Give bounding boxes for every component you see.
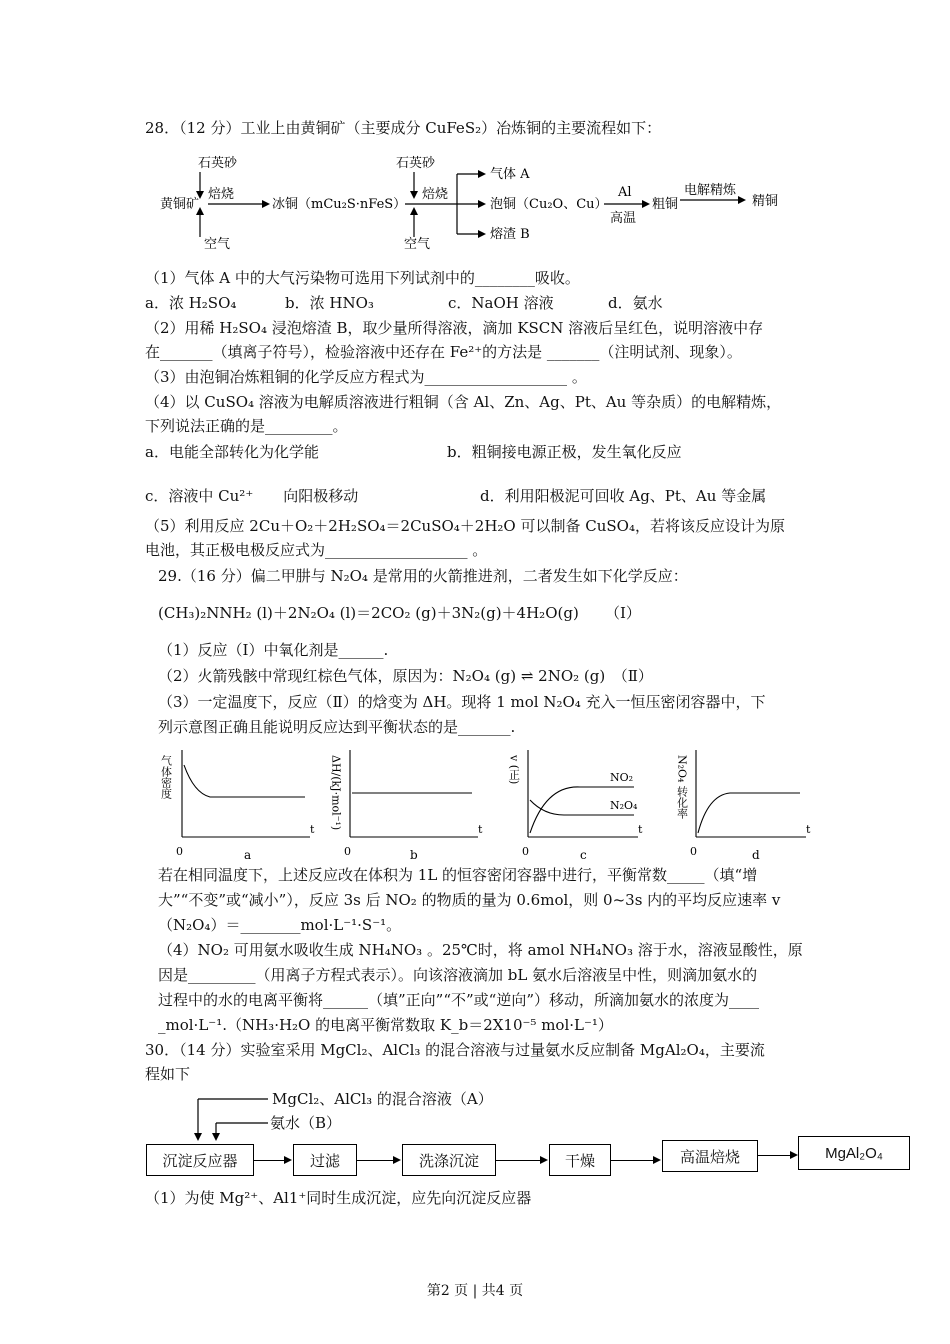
- flow-crude: 粗铜: [652, 197, 679, 212]
- graph-b-caption: b: [410, 848, 418, 862]
- flow-bot1: 空气: [204, 237, 231, 252]
- flow-top2: 石英砂: [396, 156, 436, 171]
- flow-slagB: 熔渣 B: [490, 227, 530, 242]
- q28-opt-d: d．氨水: [608, 294, 663, 312]
- q29-title: 29.（16 分）偏二甲肼与 N₂O₄ 是常用的火箭推进剂，二者发生如下化学反应：: [158, 567, 688, 585]
- q29-l1: （1）反应（Ⅰ）中氧化剂是______.: [158, 641, 389, 659]
- graph-c-no2-label: NO₂: [610, 771, 634, 784]
- q29-l6: 大”“不变”或“减小”），反应 3s 后 NO₂ 的物质的量为 0.6mol，则 0~3s 内的平均反应速率 v: [158, 891, 781, 909]
- q29-l11: _mol·L⁻¹.（NH₃·H₂O 的电离平衡常数取 K_b＝2X10⁻⁵ mol·L⁻¹）: [158, 1016, 613, 1034]
- q29-l9: 因是_________（用离子方程式表示）。向该溶液滴加 bL 氨水后溶液呈中性，则滴加氨水的: [158, 966, 758, 984]
- graph-a-ylabel: 气体密度: [160, 755, 173, 799]
- flow-step-reactor: 沉淀反应器: [146, 1144, 254, 1176]
- q30-l1: 30．（14 分）实验室采用 MgCl₂、AlCl₃ 的混合溶液与过量氨水反应制备 MgAl₂O₄，主要流: [145, 1041, 765, 1059]
- q30-input-a: MgCl₂、AlCl₃ 的混合溶液（A）: [272, 1090, 493, 1108]
- q28-l6: 下列说法正确的是_________。: [145, 417, 348, 435]
- graph-a-caption: a: [244, 848, 252, 862]
- q29-graphs: [160, 745, 840, 865]
- graph-c-ylabel: v (正): [507, 755, 521, 785]
- flow-elec: 电解精炼: [684, 183, 737, 198]
- q29-l4: 列示意图正确且能说明反应达到平衡状态的是_______.: [158, 718, 516, 736]
- graph-b-ylabel: ΔH/(kJ·mol⁻¹): [329, 755, 343, 831]
- flow-n2: 冰铜（mCu₂S·nFeS）: [272, 197, 407, 212]
- q28-l1: （1）气体 A 中的大气污染物可选用下列试剂中的________吸收。: [145, 269, 580, 287]
- flow-n1: 黄铜矿: [160, 197, 200, 212]
- q29-l10: 过程中的水的电离平衡将______（填”正向”“不”或“逆向”）移动，所滴加氨水的浓度为____: [158, 991, 760, 1009]
- q28-l10: 电池，其正极电极反应式为___________________ 。: [145, 541, 488, 559]
- q28-opt-c: c．NaOH 溶液: [448, 294, 554, 312]
- flow-arrow-3: [496, 1160, 546, 1161]
- graph-b-zero: 0: [344, 845, 351, 858]
- flow-step-dry: 干燥: [549, 1144, 611, 1176]
- graph-b-t: t: [478, 823, 483, 836]
- flow-step-wash: 洗涤沉淀: [402, 1144, 496, 1176]
- q30-l2: 程如下: [145, 1065, 191, 1083]
- graph-d-ylabel: N₂O₄ 转化率: [675, 755, 689, 819]
- q28-l2: （2）用稀 H₂SO₄ 浸泡熔渣 B，取少量所得溶液，滴加 KSCN 溶液后呈红色，说明溶液中存: [145, 319, 764, 337]
- q29-l3: （3）一定温度下，反应（Ⅱ）的焓变为 ΔH。现将 1 mol N₂O₄ 充入一恒压密闭容器中，下: [158, 693, 766, 711]
- q28-l3: 在_______（填离子符号），检验溶液中还存在 Fe²⁺的方法是 _______（注明试剂、现象）。: [145, 343, 742, 361]
- flow-top1: 石英砂: [198, 156, 238, 171]
- q28-l8b: d．利用阳极泥可回收 Ag、Pt、Au 等金属: [480, 487, 767, 505]
- q29-l2: （2）火箭残骸中常现红棕色气体，原因为：N₂O₄ (g) ⇌ 2NO₂ (g) （Ⅱ）: [158, 667, 653, 685]
- graph-c-caption: c: [580, 848, 587, 862]
- q29-l5: 若在相同温度下，上述反应改在体积为 1L 的恒容密闭容器中进行，平衡常数_____（填“增: [158, 866, 758, 884]
- flow-arrow-1: [254, 1160, 290, 1161]
- q28-l7a: a．电能全部转化为化学能: [145, 443, 319, 461]
- flow-op2: 焙烧: [422, 187, 449, 202]
- q28-title: 28．（12 分）工业上由黄铜矿（主要成分 CuFeS₂）冶炼铜的主要流程如下：: [145, 119, 662, 137]
- graph-d-curve: [698, 793, 800, 833]
- graph-a-zero: 0: [176, 845, 183, 858]
- flow-al: Al: [618, 185, 632, 200]
- q29-eq-tag: （Ⅰ）: [605, 604, 641, 622]
- graph-d-t: t: [806, 823, 811, 836]
- graph-a-t: t: [310, 823, 315, 836]
- flow-step-calcine: 高温焙烧: [662, 1140, 758, 1172]
- graph-c-zero: 0: [522, 845, 529, 858]
- q28-l5: （4）以 CuSO₄ 溶液为电解质溶液进行粗铜（含 Al、Zn、Ag、Pt、Au 等杂质）的电解精炼，: [145, 393, 782, 411]
- flow-blister: 泡铜（Cu₂O、Cu）: [490, 197, 608, 212]
- q29-equation: (CH₃)₂NNH₂ (l)＋2N₂O₄ (l)＝2CO₂ (g)＋3N₂(g)＋4H₂O(g): [158, 604, 579, 622]
- flow-hiT: 高温: [610, 211, 637, 226]
- flow-step-filter: 过滤: [293, 1144, 357, 1176]
- flow-op1: 焙烧: [208, 187, 235, 202]
- flow-arrow-2: [357, 1160, 399, 1161]
- flow-fine: 精铜: [752, 194, 779, 209]
- q30-l3: （1）为使 Mg²⁺、Al1⁺同时生成沉淀，应先向沉淀反应器: [145, 1189, 532, 1207]
- graph-a-curve: [184, 765, 305, 797]
- q28-l8a: c．溶液中 Cu²⁺ 向阳极移动: [145, 487, 359, 505]
- q30-input-b: 氨水（B）: [270, 1114, 342, 1132]
- flow-bot2: 空气: [404, 237, 431, 252]
- graph-d-zero: 0: [690, 845, 697, 858]
- q28-opt-b: b．浓 HNO₃: [285, 294, 374, 312]
- q28-l7b: b．粗铜接电源正极，发生氧化反应: [447, 443, 682, 461]
- q29-l8: （4）NO₂ 可用氨水吸收生成 NH₄NO₃ 。25℃时，将 amol NH₄NO₃ 溶于水，溶液显酸性，原: [158, 941, 803, 959]
- graph-d-caption: d: [752, 848, 760, 862]
- flow-arrow-4: [611, 1160, 659, 1161]
- page-footer: 第2 页 | 共4 页: [426, 1283, 524, 1299]
- graph-c-n2o4-label: N₂O₄: [610, 799, 638, 812]
- q28-opt-a: a．浓 H₂SO₄: [145, 294, 237, 312]
- q28-l4: （3）由泡铜冶炼粗铜的化学反应方程式为___________________ 。: [145, 368, 587, 386]
- flow-step-product: MgAl₂O₄: [798, 1136, 910, 1170]
- q29-l7: （N₂O₄）＝________mol·L⁻¹·S⁻¹。: [158, 916, 402, 934]
- graph-c-t: t: [638, 823, 643, 836]
- flow-arrow-5: [758, 1155, 796, 1156]
- q28-l9: （5）利用反应 2Cu＋O₂＋2H₂SO₄＝2CuSO₄＋2H₂O 可以制备 CuSO₄，若将该反应设计为原: [145, 517, 785, 535]
- q28-flow-diagram: [160, 152, 800, 252]
- flow-gasA: 气体 A: [490, 167, 530, 182]
